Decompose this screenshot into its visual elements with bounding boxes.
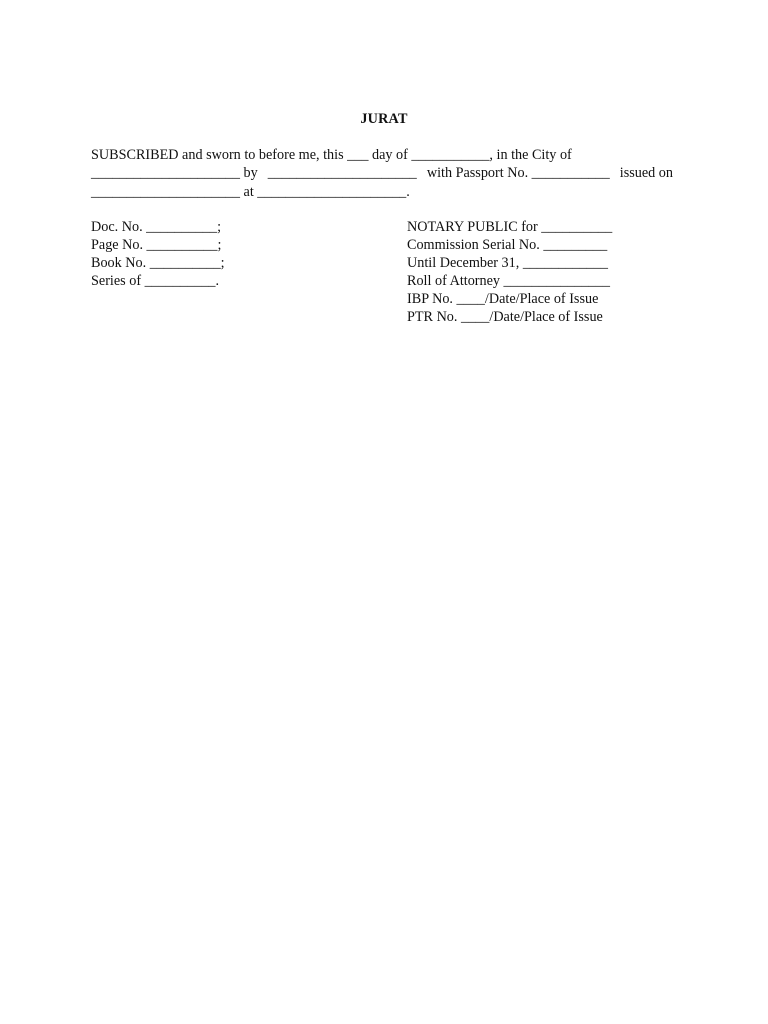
paragraph-line-2-part-b: _____________________ <box>267 165 417 182</box>
notary-public-entry: NOTARY PUBLIC for __________ <box>407 219 613 235</box>
paragraph-line-2-part-d: issued on <box>619 165 673 182</box>
paragraph-line-2 <box>91 164 673 182</box>
roll-of-attorney-entry: Roll of Attorney _______________ <box>407 273 610 289</box>
series-entry: Series of __________. <box>91 273 220 289</box>
paragraph-line-2-part-a: _____________________ by <box>91 165 258 182</box>
commission-serial-entry: Commission Serial No. _________ <box>407 237 608 253</box>
until-date-entry: Until December 31, ____________ <box>407 255 608 271</box>
ibp-no-entry: IBP No. ____/Date/Place of Issue <box>407 291 599 307</box>
doc-no-entry: Doc. No. __________; <box>91 219 222 235</box>
document-reference-block <box>91 218 351 290</box>
book-no-entry: Book No. __________; <box>91 255 225 271</box>
notary-details-block <box>407 218 707 326</box>
ptr-no-entry: PTR No. ____/Date/Place of Issue <box>407 309 603 325</box>
page-no-entry: Page No. __________; <box>91 237 222 253</box>
document-title: JURAT <box>360 111 408 127</box>
jurat-paragraph <box>91 146 681 201</box>
paragraph-line-2-part-c: with Passport No. ___________ <box>426 165 610 182</box>
paragraph-line-3: _____________________ at _____________________. <box>91 183 410 200</box>
paragraph-line-1: SUBSCRIBED and sworn to before me, this ___ day of ___________, in the City of <box>91 147 572 163</box>
